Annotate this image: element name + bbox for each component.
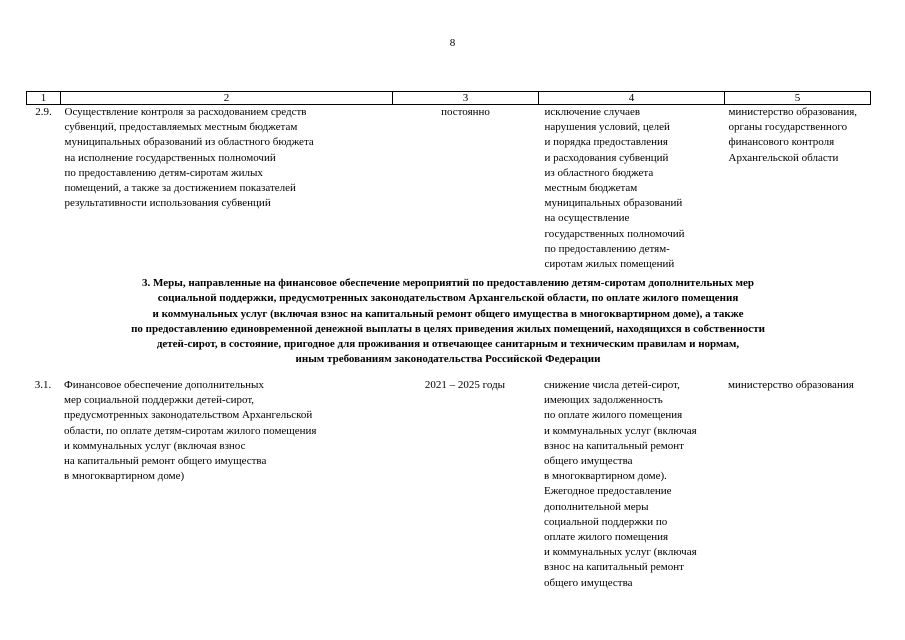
result-line: имеющих задолженность — [544, 394, 663, 407]
table-row-3-1 — [26, 378, 870, 591]
result-line: по предоставлению детям- — [544, 242, 670, 255]
measure-line: Осуществление контроля за расходованием средств — [64, 106, 307, 118]
responsible-line: финансового контроля — [728, 136, 835, 149]
section-heading-line: 3. Меры, направленные на финансовое обеспечение мероприятий по предоставлению детям-сиротам дополнительных мер — [142, 277, 754, 289]
term-text: постоянно — [441, 106, 490, 118]
result-line: общего имущества — [544, 576, 633, 589]
row-number: 2.9. — [35, 106, 52, 118]
result-line: из областного бюджета — [544, 166, 654, 179]
section-heading-line: детей-сирот, в состояние, пригодное для проживания и отвечающее санитарным и техническим правилам и нормам, — [156, 338, 740, 351]
section-heading-line: иным требованиям законодательства Российской Федерации — [295, 353, 601, 366]
section-heading-line: и коммунальных услуг (включая взнос на капитальный ремонт общего имущества в многоквартирном доме), а также — [152, 307, 744, 320]
result-line: дополнительной меры — [544, 500, 649, 513]
result-line: государственных полномочий — [544, 227, 685, 240]
measure-line: помещений, а также за достижением показателей — [64, 182, 296, 195]
measure-line: результативности использования субвенций — [64, 197, 271, 210]
page-number: 8 — [449, 37, 456, 49]
responsible-line: министерство образования, — [728, 106, 858, 118]
measures-table-section-3 — [26, 378, 870, 591]
measure-line: в многоквартирном доме) — [64, 470, 185, 483]
measure-line: и коммунальных услуг (включая взнос — [64, 439, 246, 452]
header-col-3: 3 — [393, 92, 539, 105]
measure-line: на капитальный ремонт общего имущества — [64, 455, 267, 468]
section-3-heading — [26, 276, 870, 368]
result-line: нарушения условий, целей — [544, 121, 670, 134]
measure-line: муниципальных образований из областного бюджета — [64, 136, 314, 149]
header-col-2: 2 — [61, 92, 393, 105]
responsible-line: Архангельской области — [728, 151, 839, 164]
header-col-1: 1 — [27, 92, 61, 105]
measure-line: мер социальной поддержки детей-сирот, — [64, 394, 255, 407]
responsible-text — [724, 378, 870, 591]
term-text: 2021 – 2025 годы — [424, 379, 506, 391]
result-line: местным бюджетам — [544, 182, 638, 195]
measure-line: по предоставлению детям-сиротам жилых — [64, 166, 263, 179]
result-line: сиротам жилых помещений — [544, 258, 675, 271]
measure-line: Финансовое обеспечение дополнительных — [64, 379, 264, 391]
result-line: исключение случаев — [544, 106, 641, 118]
measures-table — [26, 91, 871, 272]
result-line: общего имущества — [544, 455, 633, 468]
result-line: оплате жилого помещения — [544, 531, 669, 544]
measure-text — [61, 105, 393, 273]
measure-line: области, по оплате детям-сиротам жилого помещения — [64, 424, 317, 437]
table-header-row — [27, 92, 871, 105]
section-heading-line: по предоставлению единовременной денежной выплаты в целях приведения жилых помещений, находящихся в собственности — [131, 322, 765, 335]
result-line: взнос на капитальный ремонт — [544, 439, 684, 452]
result-line: снижение числа детей-сирот, — [544, 379, 680, 391]
responsible-text — [725, 105, 871, 273]
section-heading-line: социальной поддержки, предусмотренных законодательством Архангельской области, по оплате жилого помещения — [157, 292, 739, 305]
result-line: в многоквартирном доме). — [544, 470, 667, 483]
result-line: и коммунальных услуг (включая — [544, 424, 697, 437]
table-row-2-9 — [27, 105, 871, 273]
result-text — [538, 378, 724, 591]
measure-line: предусмотренных законодательством Архангельской — [64, 409, 313, 422]
result-line: и расходования субвенций — [544, 151, 669, 164]
measure-text — [60, 378, 392, 591]
result-text — [539, 105, 725, 273]
result-line: социальной поддержки по — [544, 515, 668, 528]
measure-line: на исполнение государственных полномочий — [64, 151, 276, 164]
result-line: и порядка предоставления — [544, 136, 668, 149]
result-line: Ежегодное предоставление — [544, 485, 672, 498]
header-col-4: 4 — [539, 92, 725, 105]
header-col-5: 5 — [725, 92, 871, 105]
result-line: взнос на капитальный ремонт — [544, 561, 684, 574]
row-number: 3.1. — [34, 379, 52, 391]
responsible-line: органы государственного — [728, 121, 848, 134]
result-line: по оплате жилого помещения — [544, 409, 683, 422]
result-line: и коммунальных услуг (включая — [544, 546, 697, 559]
result-line: муниципальных образований — [544, 197, 683, 210]
measure-line: субвенций, предоставляемых местным бюджетам — [64, 121, 298, 134]
result-line: на осуществление — [544, 212, 630, 225]
responsible-line: министерство образования — [728, 379, 854, 391]
